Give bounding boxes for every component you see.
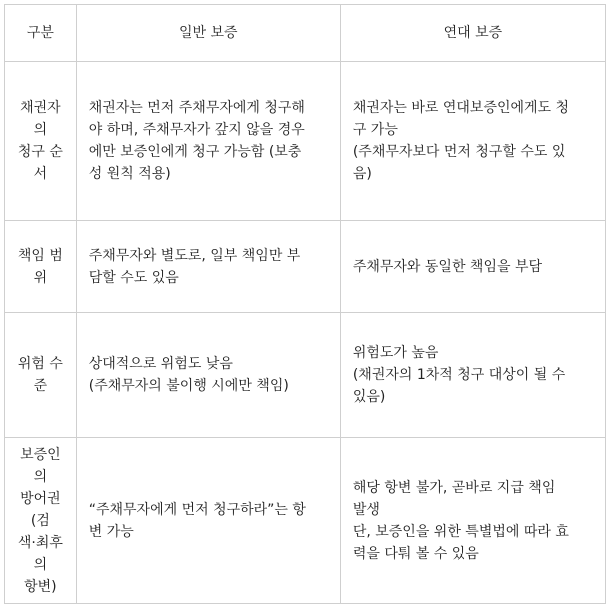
joint-text: 위험도가 높음 (채권자의 1차적 청구 대상이 될 수 있음) [352,345,566,405]
table-row [5,438,606,604]
table-row [5,62,606,221]
header-general-guarantee: 일반 보증 [76,5,340,62]
joint-cell [340,438,605,604]
joint-text: 주채무자와 동일한 책임을 부담 [352,258,542,275]
table-row [5,221,606,313]
row-category [5,438,77,604]
joint-cell [340,313,605,438]
row-category [5,313,77,438]
category-label: 채권자의 청구 순서 [17,100,63,182]
table-row [5,313,606,438]
guarantee-comparison-table [4,4,606,604]
joint-text: 해당 항변 불가, 곧바로 지급 책임 발생 단, 보증인을 위한 특별법에 따라 효 력을 다퉈 볼 수 있음 [352,479,569,562]
general-text: 상대적으로 위험도 낮음 (주채무자의 불이행 시에만 책임) [88,356,289,394]
general-text: 주채무자와 별도로, 일부 책임만 부 담할 수도 있음 [88,247,301,286]
joint-cell [340,62,605,221]
joint-text: 채권자는 바로 연대보증인에게도 청 구 가능 (주채무자보다 먼저 청구할 수도 있 음) [352,100,570,182]
category-label: 위험 수준 [17,356,63,394]
general-cell [76,313,340,438]
general-text: 채권자는 먼저 주채무자에게 청구해 야 하며, 주채무자가 갚지 않을 경우 에만 보증인에게 청구 가능함 (보충 성 원칙 적용) [88,100,305,182]
general-cell [76,438,340,604]
header-category: 구분 [5,5,77,62]
general-cell [76,62,340,221]
general-text: “주채무자에게 먼저 청구하라”는 항 변 가능 [88,501,306,540]
row-category [5,221,77,313]
category-label: 보증인의 방어권 (검 색·최후의 항변) [17,446,63,595]
joint-cell [340,221,605,313]
header-row [5,5,606,62]
general-cell [76,221,340,313]
header-joint-guarantee: 연대 보증 [340,5,605,62]
row-category [5,62,77,221]
category-label: 책임 범위 [17,247,63,286]
